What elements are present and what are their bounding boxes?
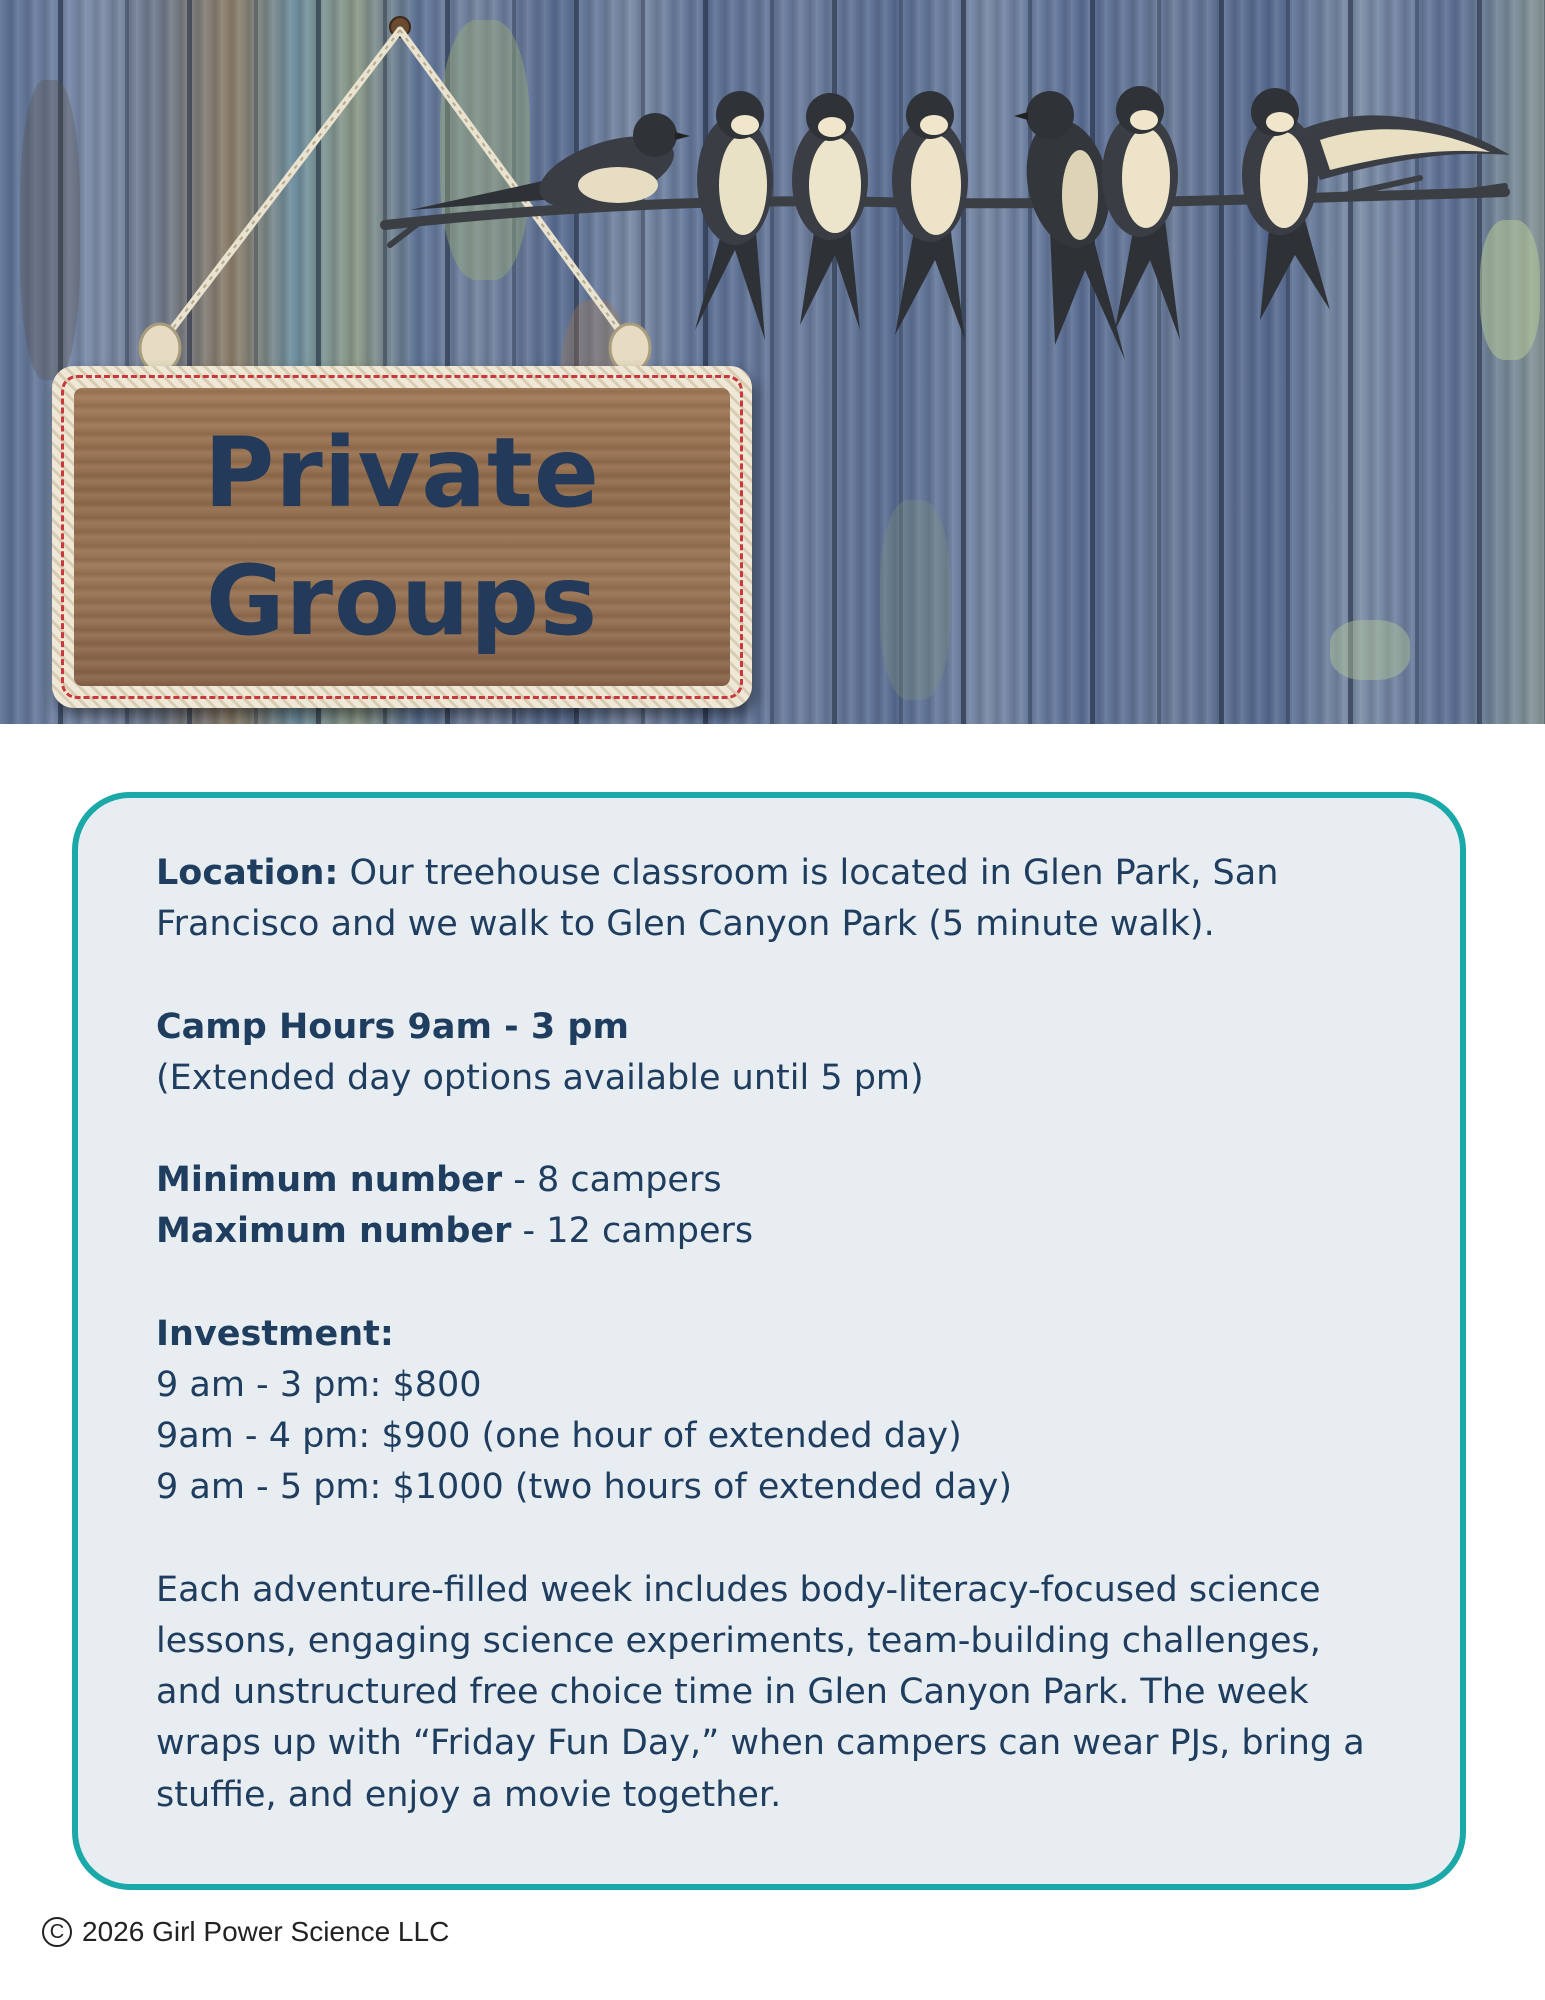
location-text: Our treehouse classroom is located in Glen Park, San Francisco and we walk to Glen Canyon Park (5 minute walk). xyxy=(156,853,1279,945)
rope-knot xyxy=(140,324,180,372)
header-banner xyxy=(0,0,1545,724)
maximum-number-value: - 12 campers xyxy=(511,1211,754,1252)
camp-hours-note: (Extended day options available until 5 pm) xyxy=(156,1057,924,1098)
sign-board xyxy=(74,388,730,686)
copyright-text: 2026 Girl Power Science LLC xyxy=(82,1916,450,1947)
maximum-number-label: Maximum number xyxy=(156,1211,512,1252)
hanging-sign xyxy=(52,366,752,708)
bird-icon xyxy=(1242,88,1510,320)
sign-title-line1: Private xyxy=(204,417,600,529)
maximum-number-line xyxy=(156,1206,1394,1257)
description-paragraph: Each adventure-filled week includes body-literacy-focused science lessons, engaging science experiments, team-building challenges, and unstructured free choice time in Glen Canyon Park. The week wraps up with “Friday Fun Day,” when campers can wear PJs, bring a stuffie, and enjoy a movie together. xyxy=(156,1569,1365,1815)
copyright-icon: C xyxy=(42,1917,72,1947)
minimum-number-line xyxy=(156,1155,1394,1206)
camp-hours-heading: Camp Hours 9am - 3 pm xyxy=(156,1006,629,1047)
footer-copyright xyxy=(42,1912,449,1952)
sign-title-line2: Groups xyxy=(205,545,599,657)
price-line-2: 9am - 4 pm: $900 (one hour of extended day) xyxy=(156,1416,962,1457)
bird-icon xyxy=(1102,86,1180,340)
bird-icon xyxy=(1014,91,1125,360)
price-line-1: 9 am - 3 pm: $800 xyxy=(156,1364,482,1405)
minimum-number-value: - 8 campers xyxy=(502,1160,722,1201)
price-line-3: 9 am - 5 pm: $1000 (two hours of extended day) xyxy=(156,1467,1013,1508)
location-label: Location: xyxy=(156,853,339,893)
bird-icon xyxy=(792,93,868,330)
investment-heading: Investment: xyxy=(156,1313,394,1354)
info-card xyxy=(72,792,1466,1890)
bird-icon xyxy=(695,91,773,340)
bird-icon xyxy=(892,91,968,340)
rope-knot xyxy=(610,324,650,372)
location-paragraph xyxy=(156,848,1394,950)
minimum-number-label: Minimum number xyxy=(156,1160,503,1201)
